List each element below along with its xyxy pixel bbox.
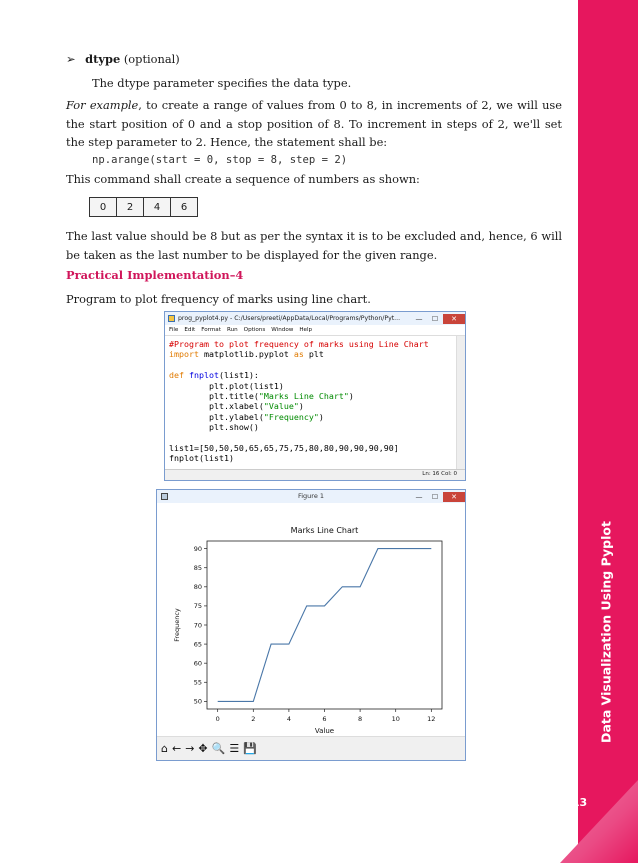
code-keyword: import (169, 349, 199, 360)
editor-title: prog_pyplot4.py - C:/Users/preeti/AppData/Local/Programs/Python/Pyt... (178, 315, 401, 322)
sequence-intro: This command shall create a sequence of numbers as shown: (66, 172, 420, 186)
example-text: , to create a range of values from 0 to 8, in increments of 2, we will use the start position of 0 and a stop position of 8. To increment in steps of 2, we'll set the step parameter to 2. Hence, the statement shall be: (66, 98, 563, 149)
code-text: ) (348, 391, 354, 402)
sequence-cell: 2 (117, 198, 144, 217)
minimize-button[interactable]: — (415, 314, 423, 323)
code-text: list1=[50,50,50,65,65,75,75,80,80,90,90,90,90] (169, 443, 399, 454)
menu-help[interactable]: Help (299, 327, 313, 333)
code-text: matplotlib.pyplot (198, 349, 294, 360)
example-lead: For example (66, 98, 139, 112)
x-tick-label: 2 (251, 715, 256, 723)
code-statement: np.arange(start = 0, stop = 8, step = 2) (92, 154, 348, 166)
python-file-icon (168, 315, 175, 322)
minimize-button[interactable]: — (415, 492, 423, 501)
editor-menubar (165, 325, 465, 336)
pan-icon[interactable]: ✥ (198, 741, 208, 755)
code-text: plt.title( (169, 391, 259, 402)
cursor-position: Ln: 16 Col: 0 (422, 471, 457, 477)
y-tick-label: 50 (193, 697, 202, 706)
y-tick-label: 60 (193, 659, 202, 668)
code-text: plt.show() (169, 422, 259, 433)
plot-area (207, 541, 442, 709)
sequence-cell: 0 (90, 198, 117, 217)
code-text: ) (318, 411, 324, 422)
menu-edit[interactable]: Edit (184, 327, 196, 333)
x-tick-label: 8 (358, 715, 363, 723)
code-text: plt.ylabel( (169, 411, 264, 422)
code-string: "Marks Line Chart" (258, 391, 349, 402)
x-tick-label: 0 (215, 715, 220, 723)
dtype-qualifier: (optional) (123, 52, 180, 66)
close-button[interactable]: ✕ (443, 314, 465, 324)
menu-run[interactable]: Run (226, 327, 238, 333)
x-tick-label: 4 (286, 715, 291, 723)
y-tick-label: 90 (193, 544, 202, 553)
figure-title: Figure 1 (297, 492, 325, 500)
y-tick-label: 55 (193, 678, 202, 687)
editor-statusbar (165, 469, 465, 480)
y-tick-label: 75 (193, 602, 202, 611)
dtype-bullet (66, 52, 180, 66)
figure-toolbar (157, 736, 465, 760)
figure-titlebar (157, 490, 465, 503)
home-icon[interactable]: ⌂ (161, 741, 168, 755)
example-paragraph (66, 96, 562, 152)
code-text: plt.xlabel( (169, 401, 264, 412)
y-tick-label: 80 (193, 583, 202, 592)
menu-format[interactable]: Format (201, 327, 221, 333)
x-tick-label: 6 (322, 715, 327, 723)
y-tick-label: 65 (193, 640, 202, 649)
code-keyword: as (293, 349, 304, 360)
code-text: plt.plot(list1) (169, 380, 284, 391)
sequence-cell: 6 (171, 198, 198, 217)
editor-titlebar (165, 312, 465, 325)
sequence-table (89, 197, 198, 217)
dtype-name: dtype (85, 52, 121, 66)
configure-subplots-icon[interactable]: ☰ (229, 741, 240, 755)
page-number: 2.13 (560, 796, 588, 809)
editor-code[interactable] (169, 339, 429, 464)
code-keyword: def (169, 370, 184, 381)
sequence-cell: 4 (144, 198, 171, 217)
chart-title: Marks Line Chart (290, 526, 359, 535)
menu-options[interactable]: Options (243, 327, 266, 333)
y-axis-label: Frequency (173, 608, 181, 642)
code-string: "Value" (263, 401, 299, 412)
code-string: "Frequency" (263, 411, 319, 422)
y-tick-label: 70 (193, 621, 202, 630)
section-heading: Practical Implementation–4 (66, 268, 244, 282)
x-axis-label: Value (314, 727, 335, 735)
code-text: ) (298, 401, 304, 412)
zoom-icon[interactable]: 🔍 (211, 741, 226, 755)
code-function-name: fnplot (184, 370, 219, 381)
figure-window (156, 489, 466, 761)
code-editor-window (164, 311, 466, 481)
close-button[interactable]: ✕ (443, 492, 465, 502)
x-tick-label: 12 (427, 715, 436, 723)
x-tick-label: 10 (391, 715, 400, 723)
code-text: (list1): (218, 370, 259, 381)
menu-window[interactable]: Window (271, 327, 294, 333)
y-tick-label: 85 (193, 564, 202, 573)
code-text: plt (303, 349, 324, 360)
editor-scrollbar[interactable] (456, 336, 465, 470)
dtype-description: The dtype parameter specifies the data type. (92, 76, 352, 90)
back-arrow-icon[interactable]: ← (171, 741, 182, 755)
menu-file[interactable]: File (169, 327, 179, 333)
forward-arrow-icon[interactable]: → (185, 741, 195, 755)
save-icon[interactable]: 💾 (243, 741, 257, 755)
code-text: fnplot(list1) (169, 453, 234, 464)
line-chart (157, 503, 465, 736)
last-value-paragraph: The last value should be 8 but as per the syntax it is to be excluded and, hence, 6 will be taken as the last number to be displayed for the given range. (66, 229, 562, 262)
chapter-title: Data Visualization Using Pyplot (598, 521, 614, 743)
maximize-button[interactable]: ☐ (431, 314, 439, 323)
maximize-button[interactable]: ☐ (431, 492, 439, 501)
bullet-arrow-icon: ➢ (66, 52, 76, 66)
program-description: Program to plot frequency of marks using line chart. (66, 292, 371, 306)
code-line-1: #Program to plot frequency of marks using Line Chart (169, 339, 429, 349)
